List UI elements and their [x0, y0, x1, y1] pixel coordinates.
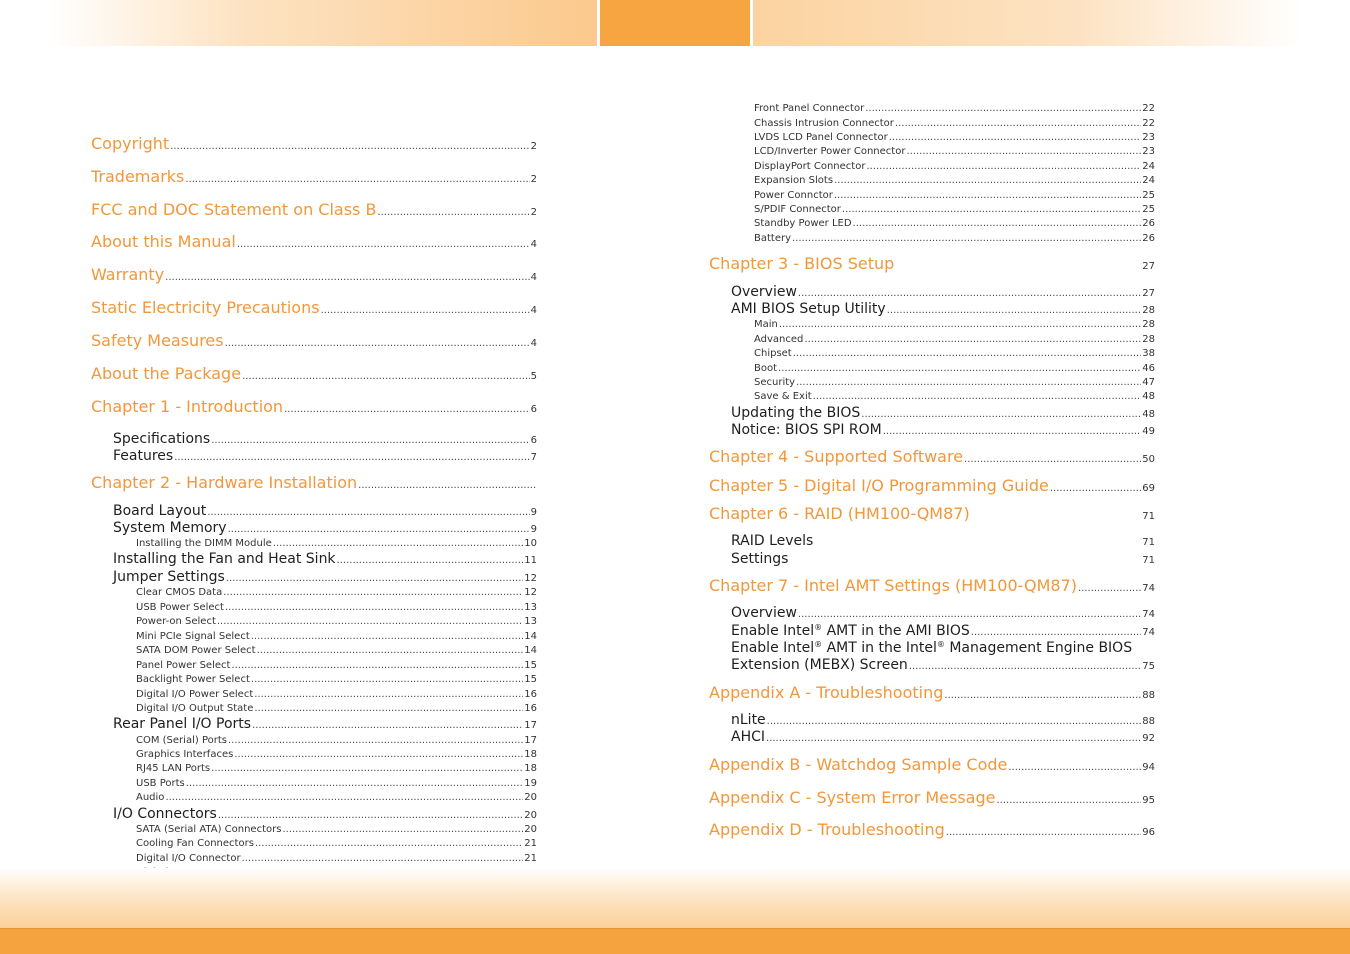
toc-entry-left-18[interactable]	[136, 602, 537, 613]
toc-page-number: 14	[524, 631, 537, 642]
toc-entry-left-23[interactable]	[136, 674, 537, 685]
toc-entry-title: USB Ports	[136, 778, 185, 789]
toc-page-number: 4	[530, 239, 537, 250]
toc-entry-title: About this Manual	[91, 232, 236, 251]
toc-entry-left-22[interactable]	[136, 660, 537, 671]
toc-dot-leader	[252, 720, 523, 731]
toc-entry-left-19[interactable]	[136, 616, 537, 627]
toc-entry-title: Copyright	[91, 134, 170, 153]
toc-dot-leader	[377, 207, 529, 218]
toc-dot-leader	[284, 404, 530, 415]
toc-entry-left-5[interactable]	[91, 298, 537, 317]
toc-page-number: 15	[524, 674, 537, 685]
toc-page-number: 26	[1142, 233, 1155, 244]
toc-entry-title: Chassis Intrusion Connector	[754, 118, 894, 129]
toc-entry-left-35[interactable]	[136, 853, 537, 864]
toc-entry-title: Warranty	[91, 265, 165, 284]
toc-dot-leader	[242, 371, 530, 382]
toc-page-number: 48	[1142, 391, 1155, 402]
toc-dot-leader	[909, 661, 1141, 672]
toc-entry-left-26[interactable]	[113, 716, 537, 732]
toc-entry-title: Chipset	[754, 348, 792, 359]
toc-dot-leader	[251, 631, 524, 642]
toc-dot-leader	[257, 645, 524, 656]
toc-entry-left-7[interactable]	[91, 364, 537, 383]
toc-entry-right-9[interactable]	[754, 233, 1155, 244]
toc-entry-title: Updating the BIOS	[731, 405, 861, 421]
toc-page-number: 21	[524, 853, 537, 864]
toc-page-number: 17	[524, 735, 537, 746]
toc-entry-left-2[interactable]	[91, 200, 537, 219]
toc-page-number: 50	[1142, 454, 1155, 465]
toc-entry-left-20[interactable]	[136, 631, 537, 642]
toc-entry-title: Installing the DIMM Module	[136, 538, 272, 549]
toc-entry-title: Safety Measures	[91, 331, 224, 350]
toc-entry-title: Chapter 1 - Introduction	[91, 397, 284, 416]
toc-entry-title: Notice: BIOS SPI ROM	[731, 422, 882, 438]
toc-page-number: 2	[530, 174, 537, 185]
toc-dot-leader	[887, 305, 1142, 316]
toc-page-number: 6	[530, 435, 537, 446]
toc-entry-title: Advanced	[754, 334, 804, 345]
toc-entry-left-34[interactable]	[136, 838, 537, 849]
toc-dot-leader	[883, 426, 1142, 437]
toc-entry-title: COM (Serial) Ports	[136, 735, 227, 746]
toc-title-part: AMT in the Intel	[822, 640, 937, 656]
toc-entry-left-8[interactable]	[91, 397, 537, 416]
toc-entry-title: Panel Power Select	[136, 660, 231, 671]
toc-dot-leader	[228, 735, 523, 746]
toc-entry-title: Rear Panel I/O Ports	[113, 716, 252, 732]
toc-entry-title: nLite	[731, 712, 766, 728]
toc-entry-title: USB Power Select	[136, 602, 224, 613]
toc-dot-leader	[211, 763, 523, 774]
toc-entry-right-23[interactable]	[709, 504, 1155, 523]
toc-entry-title: Backlight Power Select	[136, 674, 250, 685]
toc-entry-right-36[interactable]	[709, 820, 1155, 839]
toc-dot-leader	[853, 218, 1142, 229]
toc-entry-title: Standby Power LED	[754, 218, 852, 229]
toc-dot-leader	[866, 161, 1141, 172]
toc-dot-leader	[273, 538, 523, 549]
toc-page-number: 21	[524, 838, 537, 849]
toc-dot-leader	[861, 409, 1141, 420]
toc-entry-right-10[interactable]	[709, 254, 1155, 273]
toc-dot-leader	[218, 810, 523, 821]
toc-title-part: Enable Intel	[731, 640, 815, 656]
toc-entry-left-4[interactable]	[91, 265, 537, 284]
toc-dot-leader	[964, 454, 1141, 465]
toc-page-number: 48	[1142, 409, 1155, 420]
toc-entry-title: Chapter 2 - Hardware Installation	[91, 473, 358, 492]
toc-entry-title: Specifications	[113, 431, 211, 447]
toc-entry-title: LVDS LCD Panel Connector	[754, 132, 888, 143]
toc-dot-leader	[792, 233, 1141, 244]
toc-entry-title: Trademarks	[91, 167, 185, 186]
toc-dot-leader	[834, 175, 1141, 186]
toc-page-number: 71	[1142, 555, 1155, 566]
toc-entry-title: Appendix D - Troubleshooting	[709, 820, 945, 839]
toc-entry-left-21[interactable]	[136, 645, 537, 656]
header-band-center	[600, 0, 750, 46]
toc-entry-title: Installing the Fan and Heat Sink	[113, 551, 336, 567]
toc-page-number: 20	[524, 810, 537, 821]
toc-page-number: 28	[1142, 319, 1155, 330]
toc-dot-leader	[337, 555, 524, 566]
toc-page-number: 71	[1142, 537, 1155, 548]
toc-entry-title: Main	[754, 319, 778, 330]
toc-entry-title: Features	[113, 448, 174, 464]
toc-page-number: 5	[530, 371, 537, 382]
toc-dot-leader	[358, 480, 536, 491]
toc-page-number: 69	[1142, 483, 1155, 494]
toc-entry-title: Appendix B - Watchdog Sample Code	[709, 755, 1008, 774]
toc-entry-title: SATA (Serial ATA) Connectors	[136, 824, 282, 835]
toc-dot-leader	[170, 141, 529, 152]
toc-page-number: 16	[524, 703, 537, 714]
toc-entry-right-18[interactable]	[754, 391, 1155, 402]
toc-entry-title: Audio	[136, 792, 165, 803]
toc-entry-right-8[interactable]	[754, 218, 1155, 229]
footer-bar	[0, 929, 1350, 954]
registered-mark: ®	[814, 623, 823, 632]
toc-page-number: 23	[1142, 132, 1155, 143]
toc-dot-leader	[225, 338, 530, 349]
toc-dot-leader	[971, 627, 1142, 638]
toc-page-number: 22	[1142, 103, 1155, 114]
toc-page-number: 2	[530, 207, 537, 218]
toc-entry-title: Front Panel Connector	[754, 103, 865, 114]
toc-page-number: 20	[524, 824, 537, 835]
toc-dot-leader	[1008, 762, 1141, 773]
toc-entry-right-0[interactable]	[754, 103, 1155, 114]
toc-entry-left-24[interactable]	[136, 689, 537, 700]
toc-entry-left-31[interactable]	[136, 792, 537, 803]
toc-dot-leader	[798, 288, 1141, 299]
toc-entry-title: Chapter 3 - BIOS Setup	[709, 254, 895, 273]
toc-dot-leader	[767, 716, 1142, 727]
toc-entry-right-13[interactable]	[754, 319, 1155, 330]
toc-page-number: 20	[524, 792, 537, 803]
toc-entry-right-7[interactable]	[754, 204, 1155, 215]
toc-entry-left-9[interactable]	[113, 431, 537, 447]
toc-page-number: 4	[530, 305, 537, 316]
toc-page-number: 88	[1142, 716, 1155, 727]
toc-page-number: 24	[1142, 175, 1155, 186]
toc-entry-title: Digital I/O Output State	[136, 703, 254, 714]
toc-dot-leader	[185, 174, 529, 185]
toc-entry-left-12[interactable]	[113, 503, 537, 519]
toc-entry-title: Jumper Settings	[113, 569, 225, 585]
toc-title-part: Enable Intel	[731, 623, 815, 639]
toc-page-number: 11	[524, 555, 537, 566]
footer-gradient	[0, 868, 1350, 930]
registered-mark: ®	[936, 640, 945, 649]
toc-entry-title: Static Electricity Precautions	[91, 298, 320, 317]
toc-page-number: 9	[530, 507, 537, 518]
toc-entry-right-4[interactable]	[754, 161, 1155, 172]
toc-dot-leader	[778, 363, 1141, 374]
toc-entry-right-29[interactable]	[731, 640, 1155, 656]
toc-entry-right-26[interactable]	[709, 576, 1155, 595]
toc-entry-right-22[interactable]	[709, 476, 1155, 495]
toc-dot-leader	[254, 689, 523, 700]
toc-dot-leader	[944, 690, 1141, 701]
toc-entry-title: Chapter 5 - Digital I/O Programming Guide	[709, 476, 1049, 495]
toc-entry-right-14[interactable]	[754, 334, 1155, 345]
toc-entry-right-2[interactable]	[754, 132, 1155, 143]
toc-entry-title: DisplayPort Connector	[754, 161, 866, 172]
toc-dot-leader	[234, 749, 523, 760]
toc-page-number: 74	[1142, 627, 1155, 638]
toc-entry-right-17[interactable]	[754, 377, 1155, 388]
toc-entry-title: Chapter 4 - Supported Software	[709, 447, 964, 466]
toc-entry-title: Mini PCIe Signal Select	[136, 631, 250, 642]
header-band-left	[0, 0, 597, 46]
toc-entry-right-15[interactable]	[754, 348, 1155, 359]
toc-entry-title: Expansion Slots	[754, 175, 834, 186]
toc-entry-title: SATA DOM Power Select	[136, 645, 256, 656]
toc-page-number: 15	[524, 660, 537, 671]
toc-page-number: 16	[524, 689, 537, 700]
toc-entry-left-16[interactable]	[113, 569, 537, 585]
toc-entry-left-27[interactable]	[136, 735, 537, 746]
toc-entry-left-28[interactable]	[136, 749, 537, 760]
toc-entry-title: LCD/Inverter Power Connector	[754, 146, 906, 157]
toc-entry-title: S/PDIF Connector	[754, 204, 841, 215]
toc-dot-leader	[255, 838, 523, 849]
toc-title-part: Management Engine BIOS	[944, 640, 1133, 656]
toc-page-number: 9	[530, 524, 537, 535]
toc-page-number: 94	[1142, 762, 1155, 773]
toc-page-number: 24	[1142, 161, 1155, 172]
toc-entry-title: I/O Connectors	[113, 806, 217, 822]
toc-entry-right-28[interactable]	[731, 623, 1155, 639]
toc-entry-title: Overview	[731, 605, 797, 621]
toc-page-number: 71	[1142, 511, 1155, 522]
toc-dot-leader	[254, 703, 523, 714]
toc-entry-title: Cooling Fan Connectors	[136, 838, 254, 849]
toc-entry-right-34[interactable]	[709, 755, 1155, 774]
toc-page-number: 26	[1142, 218, 1155, 229]
toc-page-number: 18	[524, 749, 537, 760]
toc-page-number: 2	[530, 141, 537, 152]
toc-entry-left-29[interactable]	[136, 763, 537, 774]
toc-page-number: 74	[1142, 609, 1155, 620]
toc-page-number: 27	[1142, 261, 1155, 272]
toc-entry-right-16[interactable]	[754, 363, 1155, 374]
toc-entry-right-11[interactable]	[731, 284, 1155, 300]
toc-dot-leader	[217, 616, 523, 627]
toc-dot-leader	[906, 146, 1141, 157]
toc-dot-leader	[889, 132, 1142, 143]
toc-dot-leader	[796, 377, 1141, 388]
toc-entry-title: About the Package	[91, 364, 242, 383]
toc-entry-title: Chapter 6 - RAID (HM100-QM87)	[709, 504, 970, 523]
toc-page-number: 4	[530, 338, 537, 349]
toc-entry-right-35[interactable]	[709, 788, 1155, 807]
toc-page-number: 88	[1142, 690, 1155, 701]
toc-entry-title: Settings	[731, 551, 789, 567]
toc-dot-leader	[228, 524, 530, 535]
toc-entry-title: Boot	[754, 363, 778, 374]
toc-dot-leader	[798, 609, 1141, 620]
toc-dot-leader	[282, 824, 523, 835]
toc-entry-right-6[interactable]	[754, 190, 1155, 201]
registered-mark: ®	[814, 640, 823, 649]
toc-entry-left-32[interactable]	[113, 806, 537, 822]
toc-entry-right-30[interactable]	[731, 657, 1155, 673]
toc-page-number: 38	[1142, 348, 1155, 359]
toc-entry-right-19[interactable]	[731, 405, 1155, 421]
toc-page-number: 7	[530, 452, 537, 463]
toc-page-number: 28	[1142, 305, 1155, 316]
toc-entry-title: AMI BIOS Setup Utility	[731, 301, 886, 317]
toc-dot-leader	[946, 827, 1142, 838]
toc-dot-leader	[766, 733, 1141, 744]
toc-page-number: 95	[1142, 795, 1155, 806]
toc-dot-leader	[207, 507, 529, 518]
toc-entry-title: Overview	[731, 284, 797, 300]
toc-entry-left-11[interactable]	[91, 473, 537, 492]
toc-dot-leader	[174, 452, 529, 463]
toc-dot-leader	[865, 103, 1141, 114]
toc-entry-left-10[interactable]	[113, 448, 537, 464]
toc-dot-leader	[211, 435, 529, 446]
toc-entry-title: Digital I/O Connector	[136, 853, 241, 864]
toc-page-number: 75	[1142, 661, 1155, 672]
toc-page-number: 96	[1142, 827, 1155, 838]
toc-entry-title	[731, 640, 1132, 656]
toc-page-number: 25	[1142, 204, 1155, 215]
toc-entry-left-13[interactable]	[113, 520, 537, 536]
toc-dot-leader	[793, 348, 1142, 359]
toc-dot-leader	[186, 778, 524, 789]
toc-dot-leader	[231, 660, 523, 671]
toc-dot-leader	[1050, 483, 1141, 494]
toc-entry-title: Clear CMOS Data	[136, 587, 223, 598]
toc-page-number: 92	[1142, 733, 1155, 744]
toc-dot-leader	[165, 792, 523, 803]
toc-entry-left-1[interactable]	[91, 167, 537, 186]
toc-dot-leader	[813, 391, 1142, 402]
toc-dot-leader	[223, 587, 523, 598]
header-band-right	[753, 0, 1350, 46]
toc-entry-left-15[interactable]	[113, 551, 537, 567]
toc-entry-right-24[interactable]	[731, 533, 1155, 549]
toc-entry-title: Graphics Interfaces	[136, 749, 234, 760]
toc-dot-leader	[834, 190, 1141, 201]
toc-entry-right-3[interactable]	[754, 146, 1155, 157]
toc-entry-title	[731, 623, 970, 639]
toc-page-number: 14	[524, 645, 537, 656]
toc-entry-left-3[interactable]	[91, 232, 537, 251]
toc-dot-leader	[1078, 583, 1141, 594]
toc-page-number: 46	[1142, 363, 1155, 374]
toc-entry-title: Battery	[754, 233, 792, 244]
toc-entry-title: RJ45 LAN Ports	[136, 763, 211, 774]
toc-page-number: 17	[524, 720, 537, 731]
toc-dot-leader	[779, 319, 1141, 330]
toc-page-number: 12	[524, 587, 537, 598]
toc-entry-title: Power-on Select	[136, 616, 216, 627]
toc-entry-title: Extension (MEBX) Screen	[731, 657, 908, 673]
toc-entry-title: Appendix C - System Error Message	[709, 788, 996, 807]
toc-page-number: 28	[1142, 334, 1155, 345]
toc-page-number: 18	[524, 763, 537, 774]
toc-entry-right-31[interactable]	[709, 683, 1155, 702]
toc-page-number: 25	[1142, 190, 1155, 201]
toc-page-number: 10	[524, 538, 537, 549]
toc-entry-left-6[interactable]	[91, 331, 537, 350]
toc-entry-right-5[interactable]	[754, 175, 1155, 186]
toc-entry-right-12[interactable]	[731, 301, 1155, 317]
toc-dot-leader	[242, 853, 524, 864]
toc-entry-title: System Memory	[113, 520, 227, 536]
toc-dot-leader	[895, 118, 1141, 129]
toc-entry-left-25[interactable]	[136, 703, 537, 714]
toc-entry-left-14[interactable]	[136, 538, 537, 549]
toc-entry-left-0[interactable]	[91, 134, 537, 153]
toc-entry-left-30[interactable]	[136, 778, 537, 789]
toc-page-number: 12	[524, 573, 537, 584]
toc-page-number: 13	[524, 602, 537, 613]
toc-dot-leader	[237, 239, 530, 250]
toc-dot-leader	[996, 795, 1141, 806]
toc-entry-left-17[interactable]	[136, 587, 537, 598]
toc-page-number: 74	[1142, 583, 1155, 594]
toc-entry-right-33[interactable]	[731, 729, 1155, 745]
toc-title-part: AMT in the AMI BIOS	[822, 623, 970, 639]
toc-entry-right-20[interactable]	[731, 422, 1155, 438]
toc-entry-title: FCC and DOC Statement on Class B	[91, 200, 377, 219]
toc-entry-title: Appendix A - Troubleshooting	[709, 683, 944, 702]
toc-page-number: 6	[530, 404, 537, 415]
toc-page-number: 23	[1142, 146, 1155, 157]
toc-page-number: 13	[524, 616, 537, 627]
toc-entry-title: Security	[754, 377, 796, 388]
toc-entry-right-25[interactable]	[731, 551, 1155, 567]
toc-dot-leader	[842, 204, 1141, 215]
toc-entry-title: Board Layout	[113, 503, 207, 519]
toc-entry-right-21[interactable]	[709, 447, 1155, 466]
toc-dot-leader	[165, 272, 529, 283]
toc-page-number: 4	[530, 272, 537, 283]
toc-page-number: 27	[1142, 288, 1155, 299]
toc-dot-leader	[226, 573, 523, 584]
toc-entry-right-1[interactable]	[754, 118, 1155, 129]
toc-entry-title: Chapter 7 - Intel AMT Settings (HM100-QM87)	[709, 576, 1077, 595]
toc-page-number: 22	[1142, 118, 1155, 129]
toc-entry-left-33[interactable]	[136, 824, 537, 835]
toc-entry-right-32[interactable]	[731, 712, 1155, 728]
toc-entry-title: Power Connctor	[754, 190, 833, 201]
toc-dot-leader	[804, 334, 1141, 345]
toc-dot-leader	[321, 305, 530, 316]
toc-entry-title: Digital I/O Power Select	[136, 689, 254, 700]
toc-dot-leader	[251, 674, 523, 685]
toc-page-number: 47	[1142, 377, 1155, 388]
toc-entry-title: AHCI	[731, 729, 766, 745]
toc-entry-title: Save & Exit	[754, 391, 812, 402]
toc-page-number: 19	[524, 778, 537, 789]
toc-entry-right-27[interactable]	[731, 605, 1155, 621]
toc-dot-leader	[225, 602, 523, 613]
toc-page-number: 49	[1142, 426, 1155, 437]
toc-entry-title: RAID Levels	[731, 533, 814, 549]
